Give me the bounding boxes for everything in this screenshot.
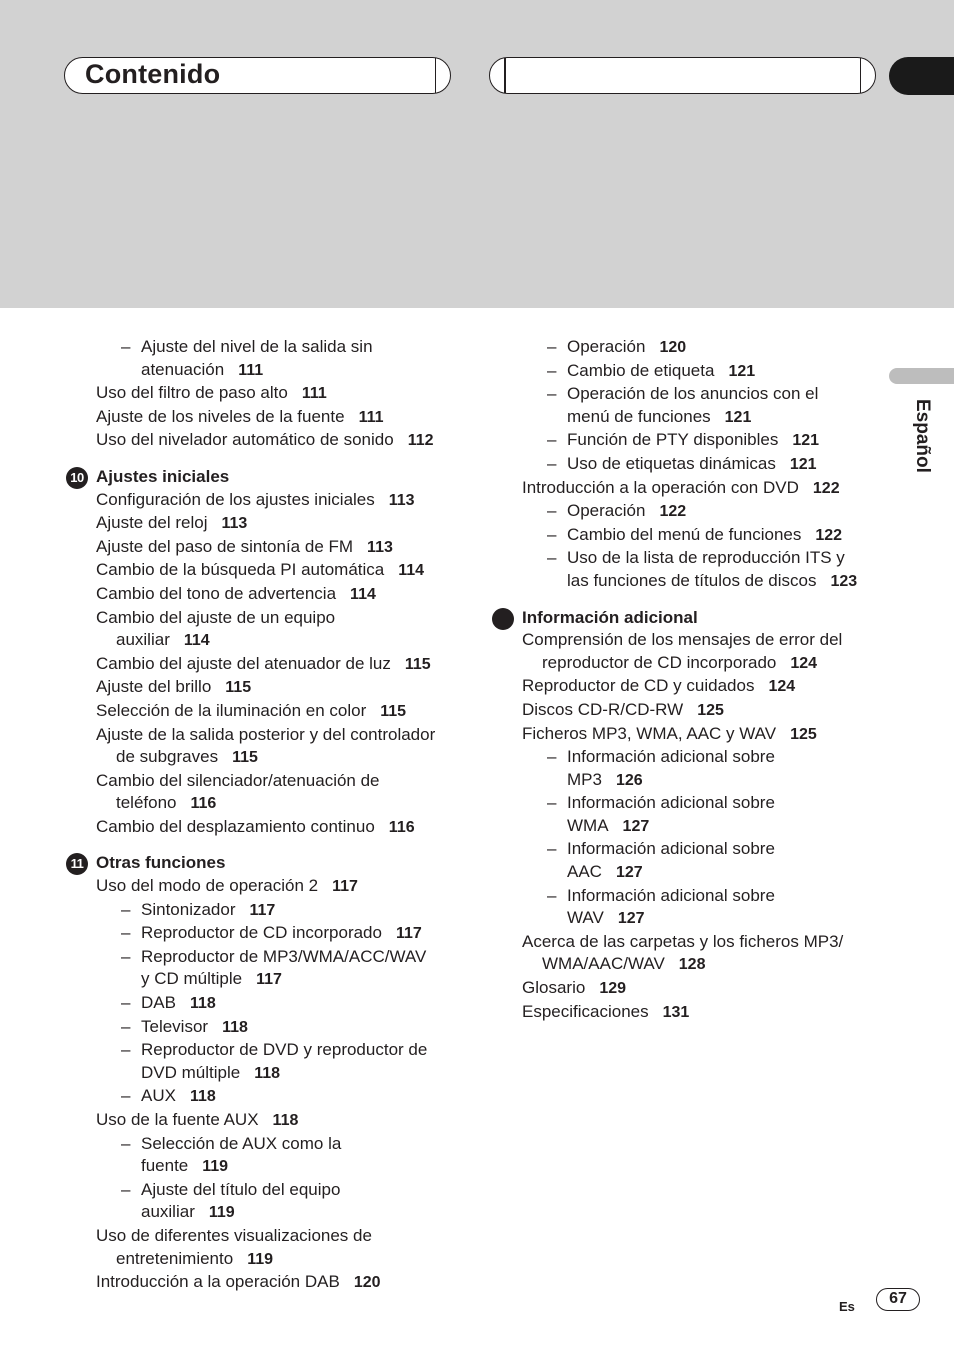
toc-subentry (64, 1179, 444, 1202)
toc-entry-text: Operación de los anuncios con el (567, 384, 819, 404)
toc-entry-text: Información adicional sobre (567, 839, 775, 859)
dash-bullet: – (547, 384, 557, 404)
toc-page-number: 117 (256, 971, 282, 989)
toc-entry-text: Uso de la fuente AUX (96, 1110, 259, 1129)
toc-entry-text: entretenimiento (116, 1248, 234, 1268)
dash-bullet: – (547, 453, 557, 473)
toc-entry-text: auxiliar (141, 1202, 195, 1222)
toc-entry-text: Cambio del menú de funciones (567, 524, 802, 544)
toc-entry-text: Reproductor de CD y cuidados (522, 676, 755, 696)
toc-page-number: 131 (662, 1003, 690, 1021)
toc-entry-text: Introducción a la operación DAB (96, 1272, 340, 1292)
toc-entry-text: Ajuste del título del equipo (141, 1179, 341, 1199)
toc-entry-text: Ajuste del reloj (96, 513, 208, 533)
toc-entry-text: Ficheros MP3, WMA, AAC y WAV (522, 723, 777, 743)
title-box (64, 57, 451, 94)
toc-entry (64, 724, 444, 747)
section-number-badge (492, 608, 514, 630)
toc-subentry (490, 746, 870, 769)
toc-column-left (64, 336, 444, 1295)
toc-entry (490, 723, 870, 747)
toc-page-number: 115 (232, 749, 258, 767)
language-label: Español (912, 399, 933, 473)
dash-bullet: – (547, 548, 557, 568)
toc-page-number: 128 (678, 956, 706, 974)
toc-subentry (490, 360, 870, 384)
empty-title-box (489, 57, 876, 94)
toc-entry-text: MP3 (567, 769, 602, 789)
toc-entry (64, 583, 444, 607)
toc-page-number: 123 (830, 572, 858, 590)
toc-entry-text: Ajuste del brillo (96, 677, 212, 697)
toc-page-number: 121 (724, 408, 752, 426)
toc-entry (64, 559, 444, 583)
toc-page-number: 115 (380, 702, 407, 720)
toc-entry-text: Información adicional sobre (567, 885, 775, 905)
toc-entry (64, 1109, 444, 1133)
dash-bullet: – (547, 360, 557, 380)
toc-subentry (64, 1039, 444, 1062)
toc-entry-text: Ajuste del nivel de la salida sin (141, 337, 373, 356)
toc-entry (64, 607, 444, 630)
toc-entry-text: Información adicional (522, 607, 698, 627)
toc-entry-text: reproductor de CD incorporado (542, 652, 777, 672)
toc-entry (64, 629, 444, 653)
section-number-badge: 10 (66, 467, 88, 489)
toc-page-number: 120 (659, 339, 687, 356)
toc-subentry (490, 570, 870, 594)
toc-section-heading (64, 466, 444, 489)
toc-subentry (490, 406, 870, 430)
toc-entry-text: Cambio del ajuste del atenuador de luz (96, 653, 391, 673)
toc-entry-text: Información adicional sobre (567, 793, 775, 813)
toc-subentry (490, 815, 870, 839)
toc-entry (64, 512, 444, 536)
toc-subentry (64, 968, 444, 992)
toc-subentry (64, 336, 444, 359)
toc-entry (64, 429, 444, 453)
toc-entry (64, 792, 444, 816)
header-band (0, 0, 954, 308)
dash-bullet: – (121, 1133, 131, 1153)
toc-entry-text: Cambio del desplazamiento continuo (96, 816, 375, 836)
toc-subentry (490, 838, 870, 861)
toc-page-number: 113 (367, 538, 393, 556)
toc-page-number: 118 (254, 1064, 281, 1082)
toc-section-heading (490, 607, 870, 630)
toc-entry-text: Reproductor de DVD y reproductor de (141, 1040, 428, 1060)
toc-page-number: 122 (659, 503, 687, 521)
toc-entry-text: Configuración de los ajustes iniciales (96, 489, 375, 509)
toc-page-number: 113 (221, 515, 248, 533)
toc-page-number: 129 (599, 980, 627, 998)
toc-page-number: 114 (183, 632, 210, 650)
dash-bullet: – (547, 839, 557, 859)
toc-page-number: 111 (238, 361, 264, 379)
toc-entry-text: AUX (141, 1086, 176, 1106)
toc-entry-text: Discos CD-R/CD-RW (522, 699, 684, 719)
toc-entry-text: Operación (567, 337, 646, 356)
toc-entry (490, 977, 870, 1001)
toc-page-number: 122 (812, 479, 840, 497)
toc-entry-text: Uso de diferentes visualizaciones de (96, 1225, 372, 1245)
toc-entry (64, 770, 444, 793)
toc-page-number: 124 (768, 678, 796, 696)
footer-language-code: Es (839, 1299, 855, 1314)
toc-entry-text: Cambio del silenciador/atenuación de (96, 770, 380, 790)
toc-subentry (490, 769, 870, 793)
toc-page-number: 127 (622, 817, 650, 835)
toc-entry-text: auxiliar (116, 630, 170, 650)
toc-entry-text: atenuación (141, 359, 225, 379)
toc-page-number: 118 (272, 1112, 299, 1129)
page-title: Contenido (85, 59, 221, 89)
toc-page-number: 118 (189, 1088, 216, 1106)
toc-subentry (64, 1016, 444, 1040)
toc-page-number: 125 (790, 725, 817, 743)
toc-entry (64, 746, 444, 770)
toc-page-number: 117 (332, 878, 358, 896)
toc-entry-text: Ajuste de la salida posterior y del controlador (96, 724, 436, 744)
toc-entry-text: Uso del filtro de paso alto (96, 383, 288, 403)
toc-page-number: 115 (225, 679, 252, 697)
toc-entry-text: Glosario (522, 978, 586, 998)
toc-entry (64, 406, 444, 430)
toc-entry-text: Uso de la lista de reproducción ITS y (567, 548, 845, 568)
toc-entry-text: Reproductor de CD incorporado (141, 923, 382, 943)
toc-subentry (490, 885, 870, 908)
toc-entry (64, 816, 444, 840)
toc-entry-text: Ajuste de los niveles de la fuente (96, 406, 345, 426)
toc-entry (64, 1225, 444, 1248)
toc-subentry (490, 547, 870, 570)
page-number: 67 (876, 1288, 920, 1311)
toc-entry (64, 536, 444, 560)
toc-subentry (64, 946, 444, 969)
toc-entry-text: Selección de la iluminación en color (96, 700, 367, 720)
toc-entry (64, 653, 444, 677)
dash-bullet: – (121, 899, 131, 919)
toc-entry (490, 629, 870, 652)
toc-page-number: 118 (189, 995, 216, 1013)
section-number-badge: 11 (66, 853, 88, 875)
dash-bullet: – (547, 524, 557, 544)
toc-page-number: 121 (789, 455, 817, 473)
dash-bullet: – (547, 501, 557, 521)
dash-bullet: – (547, 885, 557, 905)
toc-entry-text: Cambio del ajuste de un equipo (96, 607, 336, 627)
toc-subentry (64, 922, 444, 946)
toc-page-number: 115 (404, 655, 431, 673)
toc-entry-text: Especificaciones (522, 1001, 649, 1021)
toc-entry-text: Operación (567, 501, 646, 521)
toc-entry (64, 700, 444, 724)
toc-entry (490, 931, 870, 954)
toc-entry-text: Cambio de la búsqueda PI automática (96, 560, 385, 580)
toc-page-number: 114 (350, 585, 376, 603)
toc-subentry (64, 1133, 444, 1156)
toc-page-number: 113 (388, 491, 415, 509)
toc-entry-text: Comprensión de los mensajes de error del (522, 630, 843, 650)
toc-entry-text: fuente (141, 1156, 189, 1176)
toc-subentry (490, 383, 870, 406)
toc-subentry (490, 861, 870, 885)
toc-entry-text: Sintonizador (141, 899, 236, 919)
toc-entry-text: teléfono (116, 793, 177, 813)
toc-entry-text: Función de PTY disponibles (567, 430, 779, 450)
toc-entry-text: Cambio del tono de advertencia (96, 583, 337, 603)
toc-subentry (64, 359, 444, 383)
toc-entry-text: DAB (141, 993, 176, 1013)
toc-entry-text: DVD múltiple (141, 1062, 241, 1082)
dash-bullet: – (121, 1040, 131, 1060)
toc-entry-text: Uso del modo de operación 2 (96, 876, 319, 896)
toc-entry-text: WMA/AAC/WAV (542, 954, 665, 974)
black-tab (889, 57, 954, 95)
toc-page-number: 121 (792, 432, 820, 450)
toc-subentry (490, 907, 870, 931)
toc-subentry (64, 1201, 444, 1225)
toc-page-number: 126 (615, 771, 643, 789)
toc-entry (64, 875, 444, 899)
toc-entry (490, 1001, 870, 1025)
language-tab (889, 368, 954, 384)
toc-entry-text: menú de funciones (567, 406, 711, 426)
toc-entry-text: AAC (567, 862, 602, 882)
toc-entry-text: Otras funciones (96, 853, 226, 873)
toc-page-number: 117 (395, 925, 422, 943)
toc-page-number: 111 (301, 385, 327, 403)
toc-entry-text: Reproductor de MP3/WMA/ACC/WAV (141, 946, 427, 966)
toc-entry-text: Información adicional sobre (567, 747, 775, 767)
toc-section-heading (64, 852, 444, 875)
toc-page-number: 121 (728, 362, 756, 380)
toc-entry-text: Televisor (141, 1016, 209, 1036)
toc-page-number: 127 (615, 864, 643, 882)
toc-column-right (490, 336, 870, 1024)
toc-subentry (490, 524, 870, 548)
toc-entry-text: de subgraves (116, 747, 219, 767)
dash-bullet: – (121, 1179, 131, 1199)
toc-entry (490, 953, 870, 977)
toc-entry (64, 1248, 444, 1272)
toc-entry-text: Cambio de etiqueta (567, 360, 715, 380)
toc-entry-text: WAV (567, 908, 604, 928)
toc-subentry (64, 1062, 444, 1086)
toc-page-number: 125 (697, 701, 724, 719)
toc-subentry (490, 336, 870, 360)
toc-entry-text: Selección de AUX como la (141, 1133, 342, 1153)
toc-subentry (490, 500, 870, 524)
dash-bullet: – (121, 946, 131, 966)
toc-page-number: 118 (222, 1018, 248, 1036)
toc-page-number: 119 (208, 1204, 235, 1222)
toc-page-number: 117 (249, 901, 276, 919)
toc-subentry (490, 453, 870, 477)
toc-entry (64, 382, 444, 406)
toc-page-number: 116 (190, 795, 217, 813)
toc-subentry (64, 992, 444, 1016)
toc-subentry (64, 899, 444, 923)
dash-bullet: – (121, 923, 131, 943)
toc-subentry (490, 792, 870, 815)
dash-bullet: – (547, 430, 557, 450)
toc-page-number: 124 (790, 654, 818, 672)
dash-bullet: – (121, 337, 131, 356)
toc-subentry (490, 429, 870, 453)
toc-page-number: 119 (202, 1158, 229, 1176)
toc-page-number: 112 (407, 432, 434, 450)
dash-bullet: – (121, 993, 131, 1013)
toc-page-number: 120 (353, 1274, 381, 1292)
toc-entry (64, 1271, 444, 1295)
toc-entry-text: Uso de etiquetas dinámicas (567, 453, 776, 473)
toc-entry-text: Ajustes iniciales (96, 466, 230, 486)
toc-entry (490, 675, 870, 699)
toc-entry-text: las funciones de títulos de discos (567, 570, 817, 590)
toc-entry-text: Uso del nivelador automático de sonido (96, 430, 394, 450)
toc-page-number: 127 (617, 910, 645, 928)
toc-page-number: 114 (398, 562, 425, 580)
dash-bullet: – (121, 1086, 131, 1106)
toc-page-number: 116 (388, 818, 415, 836)
toc-entry-text: Ajuste del paso de sintonía de FM (96, 536, 354, 556)
dash-bullet: – (121, 1016, 131, 1036)
toc-page-number: 111 (358, 408, 384, 426)
dash-bullet: – (547, 337, 557, 356)
toc-page-number: 119 (247, 1250, 273, 1268)
toc-entry-text: WMA (567, 815, 609, 835)
toc-entry (490, 652, 870, 676)
toc-entry (490, 699, 870, 723)
toc-entry-text: Introducción a la operación con DVD (522, 477, 799, 497)
toc-subentry (64, 1085, 444, 1109)
toc-subentry (64, 1155, 444, 1179)
toc-entry (490, 477, 870, 501)
toc-entry (64, 489, 444, 513)
dash-bullet: – (547, 747, 557, 767)
toc-page-number: 122 (815, 526, 843, 544)
dash-bullet: – (547, 793, 557, 813)
toc-entry (64, 676, 444, 700)
toc-entry-text: y CD múltiple (141, 969, 243, 989)
toc-entry-text: Acerca de las carpetas y los ficheros MP3/ (522, 931, 844, 951)
